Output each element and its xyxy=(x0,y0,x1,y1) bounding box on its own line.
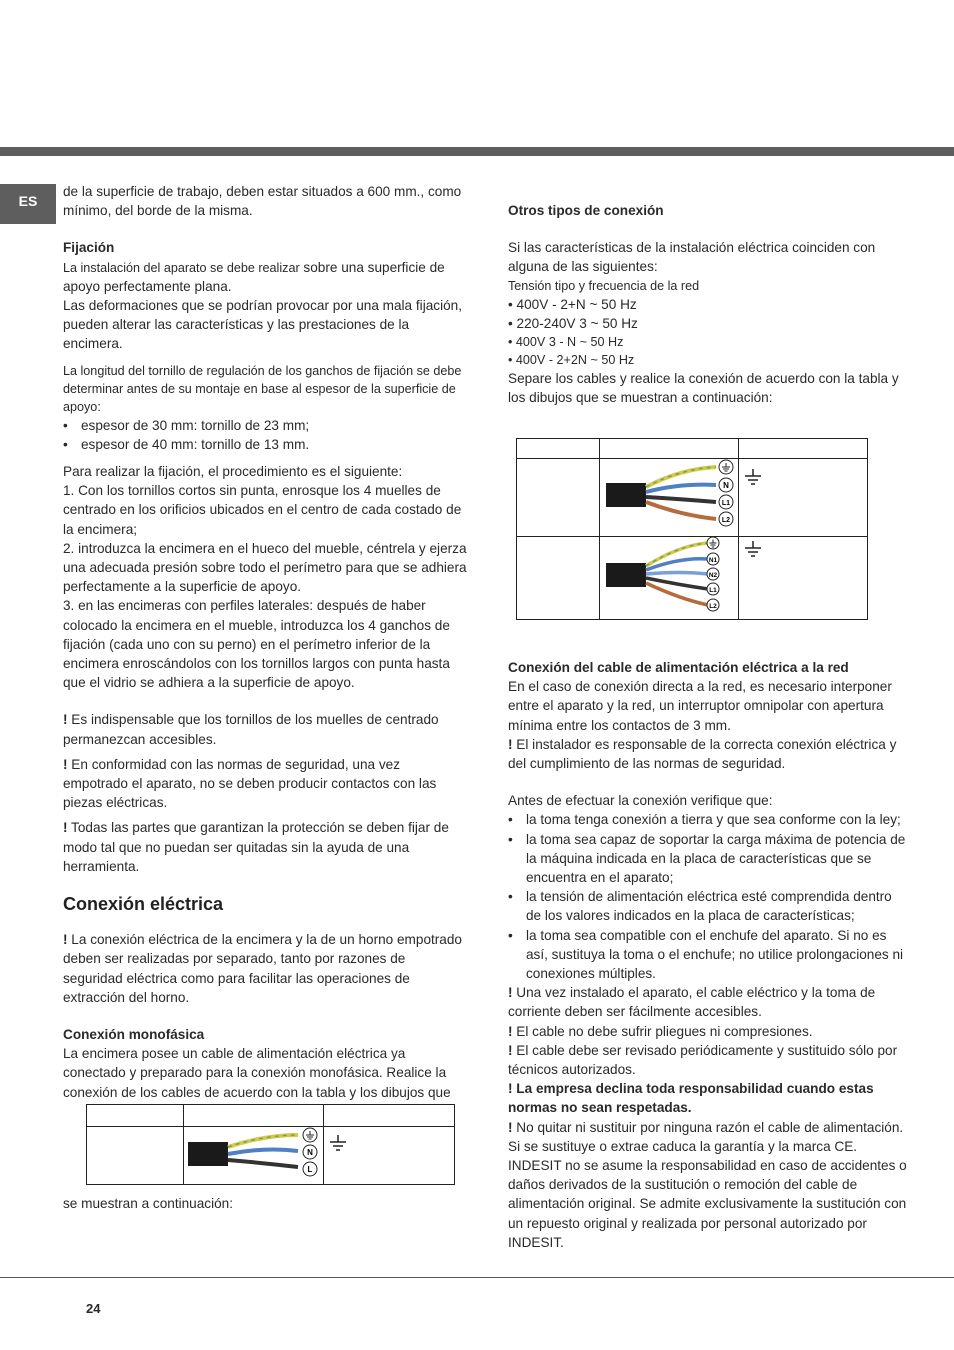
mono-wiring-diagram xyxy=(184,1127,324,1185)
cable-warning-1: ! El instalador es responsable de la correcta conexión eléctrica y del cumplimiento de las normas de seguridad. xyxy=(508,736,897,772)
monofasica-text: La encimera posee un cable de alimentación eléctrica ya conectado y preparado para la conexión monofásica. Realice la conexión de los cables de acuerdo con la tabla y los dibujos que xyxy=(63,1046,451,1100)
warning-w3: ! El cable debe ser revisado periódicamente y sustituido sólo por técnicos autorizados. xyxy=(508,1042,898,1078)
otros-heading: Otros tipos de conexión xyxy=(508,203,664,218)
warning-w4: ! La empresa declina toda responsabilidad cuando estas normas no sean respetadas. xyxy=(508,1081,874,1116)
monofasica-heading: Conexión monofásica xyxy=(63,1026,205,1042)
fijacion-heading: Fijación xyxy=(63,240,115,256)
conexion-heading: Conexión eléctrica xyxy=(63,894,224,915)
list-item: • la toma sea compatible con el enchufe del aparato. Si no es así, sustituya la toma o el enchufe; no utilice prolongaciones ni conexiones múltiples. xyxy=(508,926,908,984)
fijacion-p3: La longitud del tornillo de regulación de los ganchos de fijación se debe determinar antes de su montaje en base al espesor de la superficie de apoyo: xyxy=(63,363,462,414)
warning-3: ! Todas las partes que garantizan la protección se deben fijar de modo tal que no puedan ser quitadas sin la ayuda de una herramienta. xyxy=(63,820,449,874)
svg-text:N2: N2 xyxy=(708,572,718,580)
conexion-warning: ! La conexión eléctrica de la encimera y la de un horno empotrado deben ser realizadas por separado, tanto por razones de seguridad eléctrica como para facilitar las operaciones de extracción del horno. xyxy=(63,932,462,1005)
verifique: Antes de efectuar la conexión verifique que: xyxy=(508,793,773,809)
list-item: • espesor de 40 mm: tornillo de 13 mm. xyxy=(63,435,468,454)
svg-text:N1: N1 xyxy=(708,557,718,565)
voltage-4: • 400V - 2+2N ~ 50 Hz xyxy=(508,353,635,368)
svg-text:L2: L2 xyxy=(709,603,717,611)
espesores-list xyxy=(63,416,468,454)
ground-icon xyxy=(743,539,763,559)
left-column xyxy=(63,182,468,1102)
warning-2: ! En conformidad con las normas de seguridad, una vez empotrado el aparato, no se deben producir contactos con las piezas eléctricas. xyxy=(63,756,437,811)
monofasica-after: se muestran a continuación: xyxy=(63,1196,234,1211)
right-column-bottom xyxy=(508,658,908,1252)
svg-text:L1: L1 xyxy=(709,587,717,595)
voltage-3: • 400V 3 - N ~ 50 Hz xyxy=(508,335,624,350)
list-item: • la tensión de alimentación eléctrica esté comprendida dentro de los valores indicados en la placa de características; xyxy=(508,887,908,925)
ground-icon xyxy=(743,467,763,487)
otros-p2: Separe los cables y realice la conexión de acuerdo con la tabla y los dibujos que se muestran a continuación: xyxy=(508,371,899,406)
step-2: 2. introduzca la encimera en el hueco del mueble, céntrela y ejerza una adecuada presión sobre todo el perímetro para que se adhiera perfectamente a la superficie de apoyo. xyxy=(63,540,467,595)
cable-p1: En el caso de conexión directa a la red, es necesario interponer entre el aparato y la red, un interruptor omnipolar con apertura mínima entre los contactos de 3 mm. xyxy=(508,679,892,733)
three-wire-diagram xyxy=(600,459,739,537)
svg-text:L2: L2 xyxy=(721,517,731,524)
ground-icon xyxy=(328,1133,348,1153)
language-tab: ES xyxy=(0,184,56,224)
footer-divider xyxy=(0,1277,954,1278)
list-item: • espesor de 30 mm: tornillo de 23 mm; xyxy=(63,416,468,435)
page-number: 24 xyxy=(86,1301,101,1316)
terminal-l: L xyxy=(307,1165,313,1174)
warning-w1: ! Una vez instalado el aparato, el cable eléctrico y la toma de corriente deben ser fácilmente accesibles. xyxy=(508,985,876,1020)
step-1: 1. Con los tornillos cortos sin punta, enrosque los 4 muelles de centrado en los orificios ubicados en el centro de cada costado de la encimera; xyxy=(63,483,462,537)
header-bar xyxy=(0,147,954,156)
otros-p1: Si las características de la instalación eléctrica coinciden con alguna de las siguientes: xyxy=(508,240,876,275)
procedimiento: Para realizar la fijación, el procedimiento es el siguiente: xyxy=(63,464,403,480)
intro-text: de la superficie de trabajo, deben estar situados a 600 mm., como mínimo, del borde de la misma. xyxy=(63,184,462,219)
step-3: 3. en las encimeras con perfiles laterales: después de haber colocado la encimera en el mueble, introduzca los 4 ganchos de fijación (cada uno con su perno) en el perímetro inferior de la encimera enroscándolos con los tornillos largos con punta hasta que el vidrio se adhiera a la superficie de apoyo. xyxy=(63,598,450,691)
warning-w5: ! No quitar ni sustituir por ninguna razón el cable de alimentación. Si se sustituye o extrae caduca la garantía y la marca CE. INDESIT no se asume la responsabilidad en caso de accidentes o daños derivados de la sustitución o remoción del cable de alimentación original. Se admite exclusivamente la sustitución con un repuesto original y realizada por personal autorizado por INDESIT. xyxy=(508,1119,907,1250)
checks-list xyxy=(508,810,908,983)
tension-label: Tensión tipo y frecuencia de la red xyxy=(508,278,700,293)
voltage-2: • 220-240V 3 ~ 50 Hz xyxy=(508,315,638,331)
cable-heading: Conexión del cable de alimentación eléctrica a la red xyxy=(508,660,849,675)
mono-wiring-table xyxy=(86,1104,455,1185)
svg-text:L1: L1 xyxy=(721,500,731,507)
four-wire-diagram xyxy=(600,537,739,620)
fijacion-p1: La instalación del aparato se debe realizar sobre una superficie de apoyo perfectamente plana. xyxy=(63,259,445,294)
svg-text:N: N xyxy=(723,481,729,490)
warning-1: ! Es indispensable que los tornillos de los muelles de centrado permanezcan accesibles. xyxy=(63,712,439,747)
voltage-1: • 400V - 2+N ~ 50 Hz xyxy=(508,296,637,312)
right-column-top xyxy=(508,201,908,407)
terminal-n: N xyxy=(307,1148,313,1157)
warning-w2: ! El cable no debe sufrir pliegues ni compresiones. xyxy=(508,1023,813,1039)
fijacion-p2: Las deformaciones que se podrían provocar por una mala fijación, pueden alterar las características y las prestaciones de la encimera. xyxy=(63,298,462,352)
multi-wiring-table xyxy=(516,438,868,620)
list-item: • la toma sea capaz de soportar la carga máxima de potencia de la máquina indicada en la placa de características que se encuentra en el aparato; xyxy=(508,830,908,888)
list-item: • la toma tenga conexión a tierra y que sea conforme con la ley; xyxy=(508,810,908,829)
